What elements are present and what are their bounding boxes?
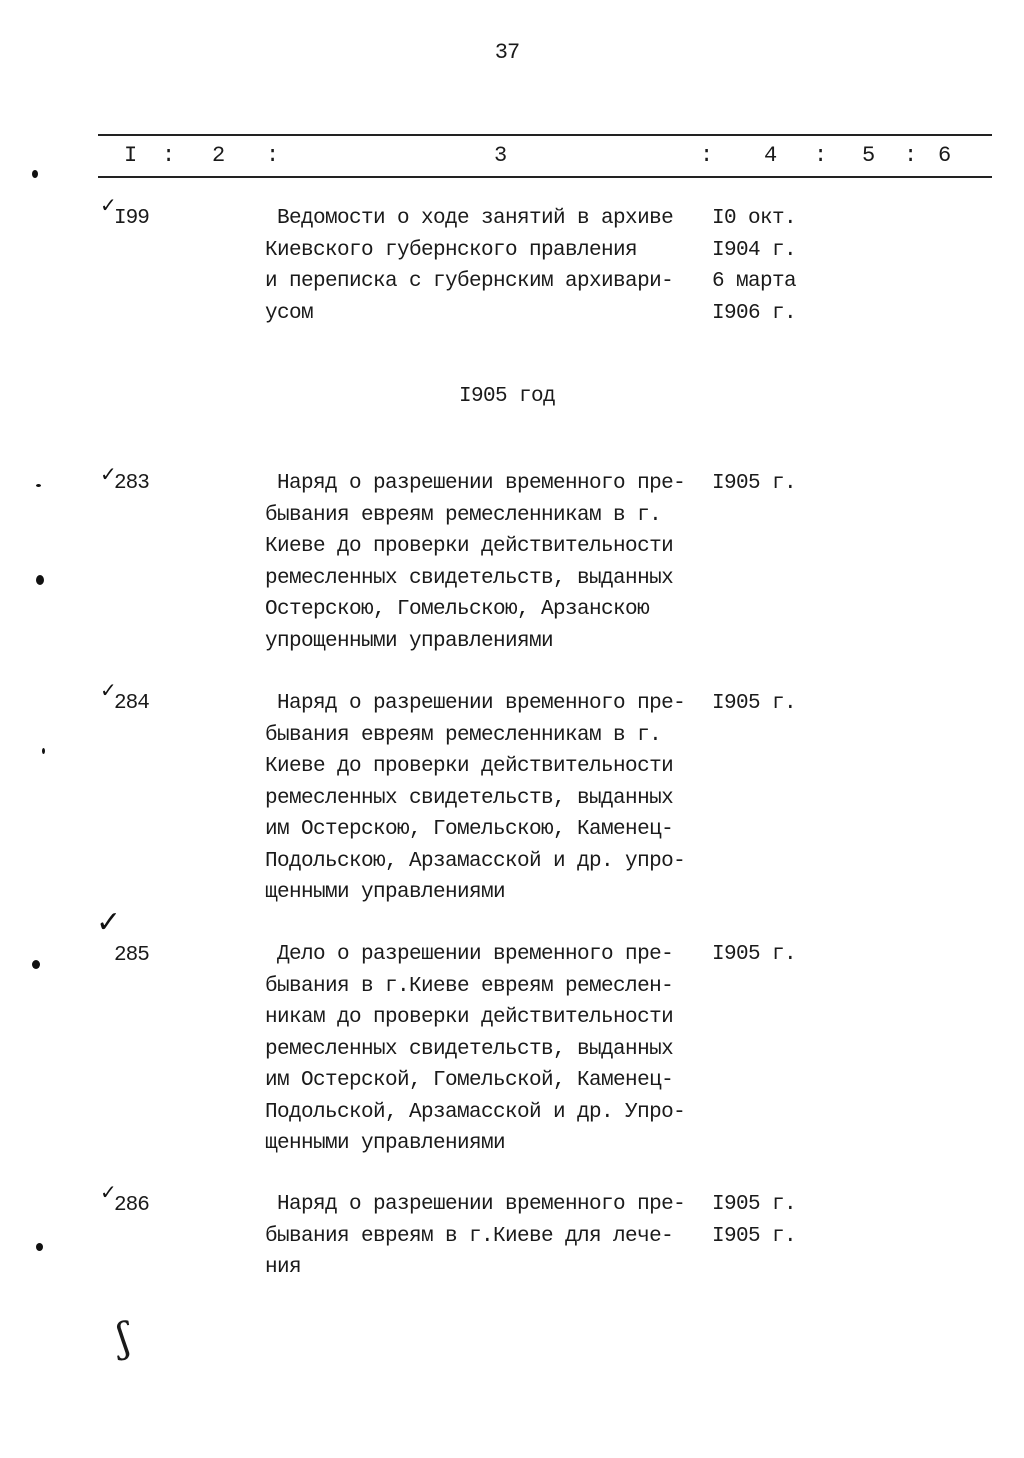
column-separator: : xyxy=(904,143,918,168)
description-line: упрощенными управлениями xyxy=(265,629,554,653)
description-line: никам до проверки действительности xyxy=(265,1006,674,1029)
column-header-1: I xyxy=(124,143,138,168)
description-line: Наряд о разрешении временного пре- xyxy=(265,472,686,495)
column-header-3: 3 xyxy=(494,143,508,168)
record-number: 284 xyxy=(114,692,149,715)
description-line: щенными управлениями xyxy=(265,881,506,904)
record-number: 285 xyxy=(114,944,149,967)
record-description xyxy=(265,939,685,1160)
description-line: Ведомости о ходе занятий в архиве xyxy=(265,207,674,230)
header-rule-top xyxy=(98,134,992,136)
description-line: Киевского губернского правления xyxy=(265,238,638,262)
record-dates xyxy=(712,1189,796,1252)
record-description xyxy=(265,468,685,657)
signature-mark: ʃ xyxy=(114,1314,133,1362)
description-line: Подольскою, Арзамасской и др. упро- xyxy=(265,849,686,873)
record-description xyxy=(265,203,673,329)
record-dates xyxy=(712,468,796,500)
column-header-5: 5 xyxy=(862,143,876,168)
scan-speck xyxy=(36,484,41,487)
description-line: ремесленных свидетельств, выданных xyxy=(265,1037,674,1061)
description-line: бывания евреям ремесленникам в г. xyxy=(265,503,662,527)
description-line: бывания в г.Киеве евреям ремеслен- xyxy=(265,974,674,998)
description-line: им Остерскою, Гомельскою, Каменец- xyxy=(265,818,674,841)
description-line: Киеве до проверки действительности xyxy=(265,755,674,778)
description-line: Наряд о разрешении временного пре- xyxy=(265,1193,686,1216)
date-line: I905 г. xyxy=(712,692,797,715)
column-separator: : xyxy=(814,143,828,168)
date-line: I0 окт. xyxy=(712,207,797,230)
description-line: Остерскою, Гомельскою, Арзанскою xyxy=(265,598,650,621)
scan-speck xyxy=(36,575,44,585)
description-line: им Остерской, Гомельской, Каменец- xyxy=(265,1069,674,1092)
description-line: щенными управлениями xyxy=(265,1132,506,1155)
description-line: Киеве до проверки действительности xyxy=(265,535,674,558)
description-line: ремесленных свидетельств, выданных xyxy=(265,566,674,590)
record-dates xyxy=(712,939,796,971)
record-number: 283 xyxy=(114,472,149,495)
scan-speck xyxy=(42,748,45,754)
column-header-2: 2 xyxy=(212,143,226,168)
date-line: I904 г. xyxy=(712,238,797,262)
date-line: I905 г. xyxy=(712,943,797,966)
column-header-6: 6 xyxy=(938,143,952,168)
description-line: усом xyxy=(265,301,314,325)
section-title: I905 год xyxy=(458,385,556,408)
record-number: I99 xyxy=(114,207,149,230)
record-description xyxy=(265,1189,685,1284)
checkmark-icon: ✓ xyxy=(96,905,122,940)
record-dates xyxy=(712,688,796,720)
header-rule-bottom xyxy=(98,176,992,178)
record-description xyxy=(265,688,685,909)
page-number: 37 xyxy=(494,40,520,65)
scan-speck xyxy=(36,1243,43,1251)
column-header-4: 4 xyxy=(764,143,778,168)
date-line: I905 г. xyxy=(712,472,797,495)
record-dates xyxy=(712,203,796,329)
description-line: бывания евреям ремесленникам в г. xyxy=(265,723,662,747)
date-line: I905 г. xyxy=(712,1224,797,1248)
description-line: Подольской, Арзамасской и др. Упро- xyxy=(265,1100,686,1124)
description-line: ния xyxy=(265,1256,302,1279)
column-separator: : xyxy=(266,143,280,168)
column-separator: : xyxy=(162,143,176,168)
checkmark-icon: ✓ xyxy=(100,1180,117,1204)
column-separator: : xyxy=(700,143,714,168)
scan-speck xyxy=(32,170,38,178)
checkmark-icon: ✓ xyxy=(100,678,117,702)
record-number: 286 xyxy=(114,1194,149,1217)
checkmark-icon: ✓ xyxy=(100,193,117,217)
description-line: и переписка с губернским архивари- xyxy=(265,270,674,293)
description-line: бывания евреям в г.Киеве для лече- xyxy=(265,1224,674,1248)
scan-speck xyxy=(32,960,40,969)
date-line: 6 марта xyxy=(712,270,797,293)
description-line: ремесленных свидетельств, выданных xyxy=(265,786,674,810)
description-line: Дело о разрешении временного пре- xyxy=(265,943,674,966)
date-line: I906 г. xyxy=(712,301,797,325)
checkmark-icon: ✓ xyxy=(100,462,117,486)
description-line: Наряд о разрешении временного пре- xyxy=(265,692,686,715)
date-line: I905 г. xyxy=(712,1193,797,1216)
